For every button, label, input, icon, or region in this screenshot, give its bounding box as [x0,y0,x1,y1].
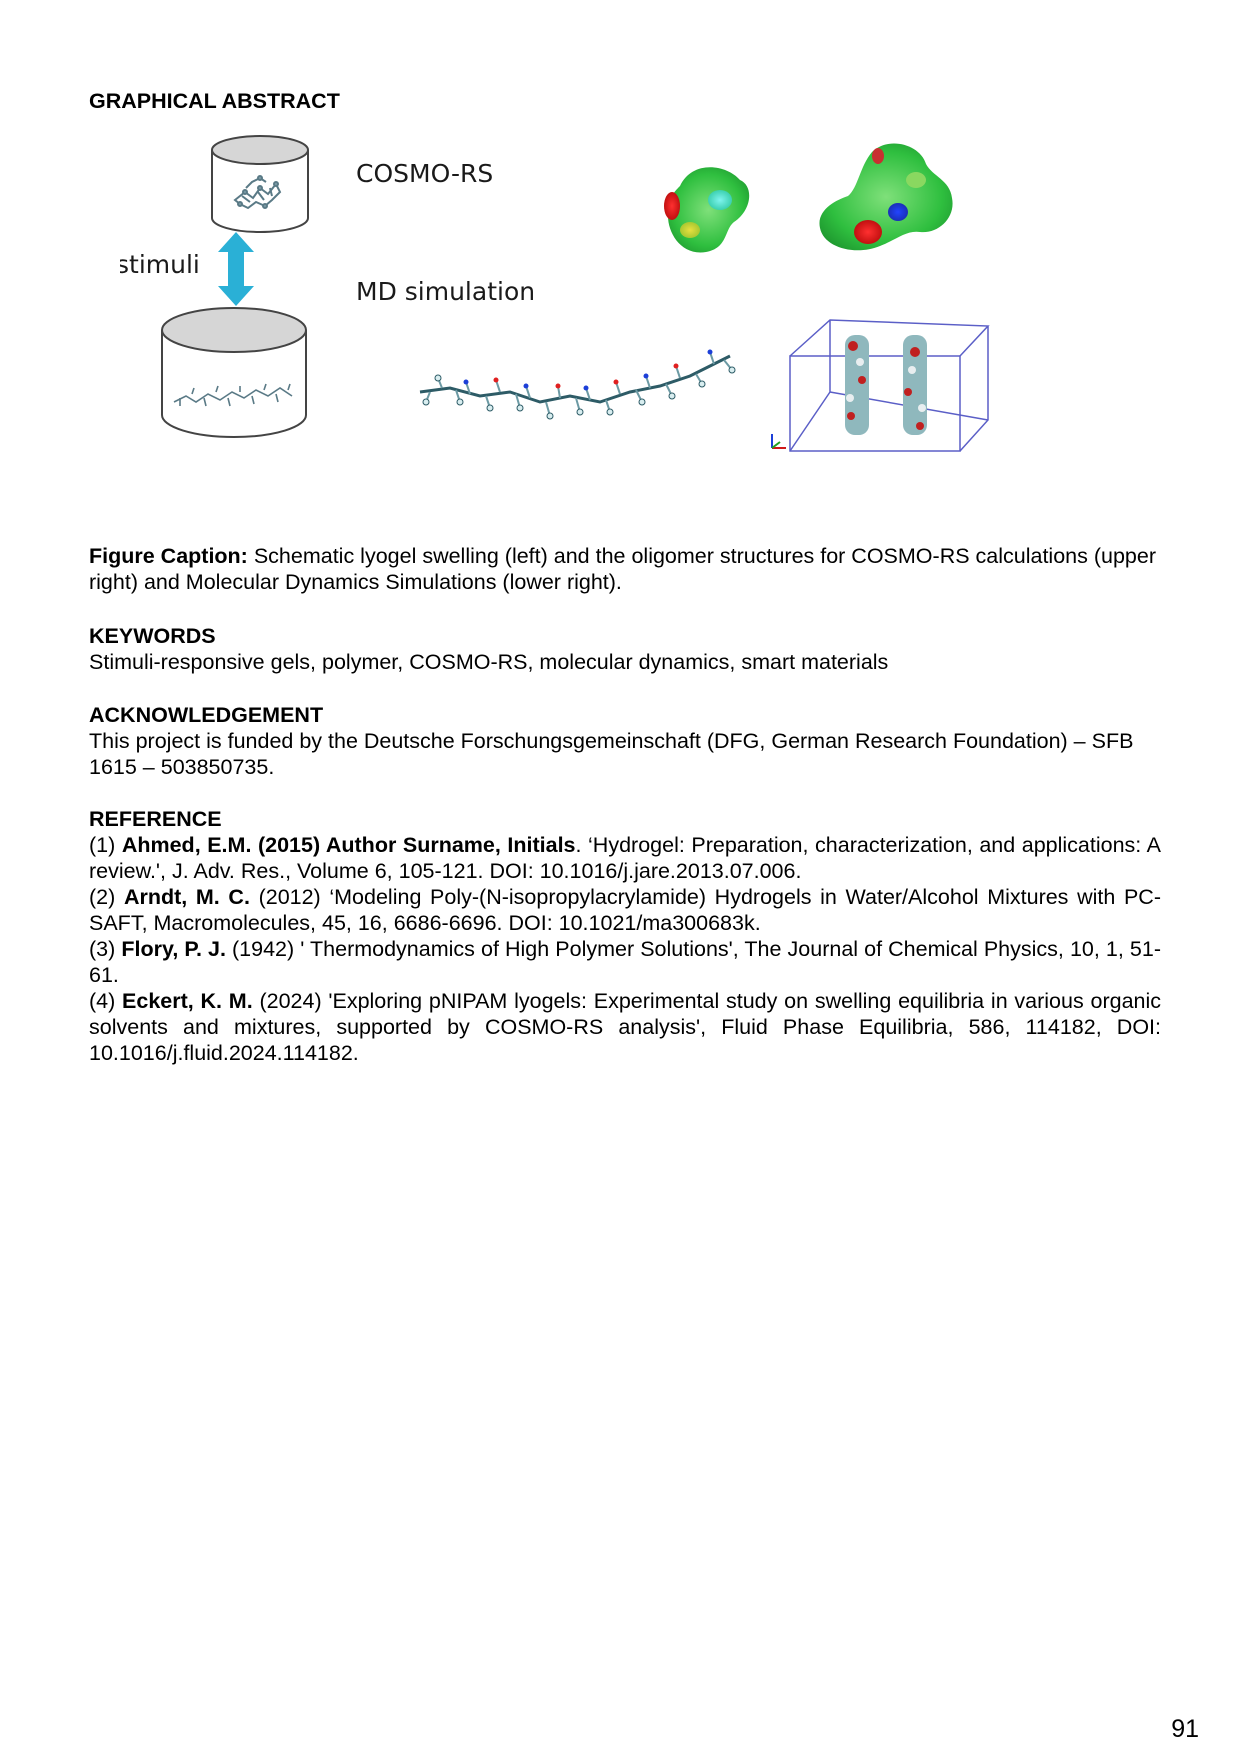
reference-authors: Arndt, M. C. [123,885,250,909]
reference-heading: REFERENCE [89,807,222,831]
reference-number: (2) [89,885,124,909]
reference-number: (3) [89,937,122,961]
stimuli-label: stimuli [120,250,200,279]
reference-item [89,988,1161,1066]
reference-authors: Ahmed, E.M. (2015) Author Surname, Initials [121,833,576,857]
axis-indicator-icon [772,434,786,448]
reference-item [89,832,1161,884]
reference-text: . ‘Hydrogel: Preparation, characterization, and applications: A review.', J. Adv. Res., Volume 6, 105-121. DOI: 10.1016/j.jare.2013.07.006. [89,833,1161,883]
reference-text: (1942) ' Thermodynamics of High Polymer Solutions', The Journal of Chemical Physics, 10, 1, 51-61. [89,937,1162,987]
acknowledgement-text: This project is funded by the Deutsche Forschungsgemeinschaft (DFG, German Research Foundation) – SFB 1615 – 503850735. [89,729,1134,779]
reference-number: (4) [89,989,123,1013]
reference-authors: Flory, P. J. [121,937,226,961]
stimuli-double-arrow-icon [218,232,254,306]
md-oligomer-chain [420,350,735,420]
figure-caption-label: Figure Caption: [89,544,248,568]
reference-number: (1) [89,833,122,857]
reference-text: (2024) 'Exploring pNIPAM lyogels: Experimental study on swelling equilibria in various organic solvents and mixtures, supported by COSMO-RS analysis', Fluid Phase Equilibria, 586, 114182, DOI: 10.1016/j.fluid.2024.114182. [89,989,1162,1065]
md-simulation-box [772,320,988,451]
reference-item [89,936,1161,988]
cosmo-rs-label: COSMO-RS [356,159,494,188]
md-simulation-label: MD simulation [356,277,536,306]
graphical-abstract-figure [120,130,1130,510]
graphical-abstract-heading: GRAPHICAL ABSTRACT [89,89,340,113]
figure-caption [89,543,1161,595]
figure-caption-text: Schematic lyogel swelling (left) and the oligomer structures for COSMO-RS calculations (upper right) and Molecular Dynamics Simulations (lower right). [89,544,1156,594]
reference-item [89,884,1161,936]
reference-text: (2012) ‘Modeling Poly-(N-isopropylacrylamide) Hydrogels in Water/Alcohol Mixtures with PC-SAFT, Macromolecules, 45, 16, 6686-6696. DOI: 10.1021/ma300683k. [89,885,1161,935]
keywords-text: Stimuli-responsive gels, polymer, COSMO-RS, molecular dynamics, smart materials [89,650,889,674]
cosmo-surface-molecule-2 [819,143,952,250]
reference-authors: Eckert, K. M. [122,989,253,1013]
figure-illustration [120,130,1130,510]
keywords-heading: KEYWORDS [89,624,216,648]
cosmo-surface-molecule-1 [664,167,749,252]
page-number: 91 [1171,1715,1199,1743]
large-gel-cylinder [162,308,306,437]
acknowledgement-heading: ACKNOWLEDGEMENT [89,703,324,727]
polymer-chains-in-box [845,335,927,435]
small-gel-cylinder [212,136,308,232]
